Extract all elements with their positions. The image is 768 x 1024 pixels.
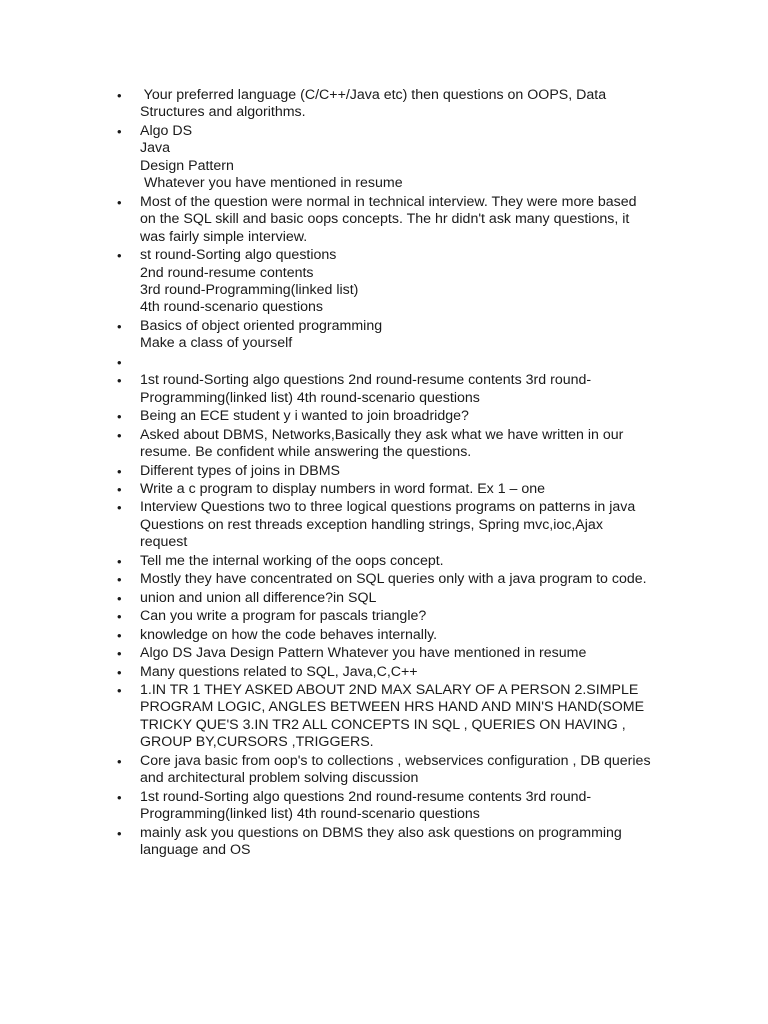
list-item-text-line: Algo DS Java Design Pattern Whatever you have mentioned in resume	[140, 645, 587, 662]
bullet-icon: •	[117, 825, 122, 841]
list-item-text-line: request	[140, 534, 188, 551]
bullet-icon: •	[117, 354, 122, 370]
list-item-text-line: on the SQL skill and basic oops concepts. The hr didn't ask many questions, it	[140, 211, 630, 228]
list-item-text-line: 1st round-Sorting algo questions 2nd round-resume contents 3rd round-	[140, 788, 592, 805]
bullet-icon: •	[117, 194, 122, 210]
list-item-text-line: Structures and algorithms.	[140, 104, 306, 121]
list-item-text-line: Questions on rest threads exception handling strings, Spring mvc,ioc,Ajax	[140, 516, 603, 533]
list-item-text-line: Many questions related to SQL, Java,C,C++	[140, 663, 418, 680]
list-item	[117, 354, 697, 371]
list-item-text-line: mainly ask you questions on DBMS they also ask questions on programming	[140, 824, 622, 841]
list-item-text-line: Tell me the internal working of the oops concept.	[140, 552, 444, 569]
bullet-icon: •	[117, 427, 122, 443]
bullet-icon: •	[117, 500, 122, 516]
list-item-text-line: and architectural problem solving discussion	[140, 770, 419, 787]
list-item-text-line: language and OS	[140, 842, 251, 859]
list-item-text-line: Most of the question were normal in technical interview. They were more based	[140, 193, 637, 210]
list-item	[117, 608, 697, 625]
bullet-icon: •	[117, 609, 122, 625]
bullet-icon: •	[117, 553, 122, 569]
bullet-icon: •	[117, 318, 122, 334]
list-item-text-line: Basics of object oriented programming	[140, 317, 383, 334]
list-item	[117, 645, 697, 662]
list-item-text-line: 2nd round-resume contents	[140, 264, 314, 281]
list-item	[117, 682, 697, 752]
list-item	[117, 481, 697, 498]
list-item-text-line: Asked about DBMS, Networks,Basically they ask what we have written in our	[140, 426, 624, 443]
list-item	[117, 463, 697, 480]
list-item	[117, 664, 697, 681]
list-item	[117, 789, 697, 824]
list-item-text-line: was fairly simple interview.	[140, 228, 308, 245]
bullet-icon: •	[117, 248, 122, 264]
list-item-text-line: Whatever you have mentioned in resume	[140, 175, 403, 192]
bullet-icon: •	[117, 463, 122, 479]
bullet-icon: •	[117, 789, 122, 805]
list-item	[117, 825, 697, 860]
list-item-text-line: union and union all difference?in SQL	[140, 589, 377, 606]
list-item-text-line	[140, 354, 697, 371]
list-item-text-line: Write a c program to display numbers in word format. Ex 1 – one	[140, 480, 546, 497]
list-item-text-line: knowledge on how the code behaves internally.	[140, 626, 438, 643]
list-item-text-line: TRICKY QUE'S 3.IN TR2 ALL CONCEPTS IN SQL , QUERIES ON HAVING ,	[140, 716, 626, 733]
list-item	[117, 627, 697, 644]
list-item-text-line: Make a class of yourself	[140, 335, 293, 352]
bullet-icon: •	[117, 753, 122, 769]
list-item	[117, 318, 697, 353]
bullet-icon: •	[117, 627, 122, 643]
bullet-icon: •	[117, 481, 122, 497]
list-item-text-line: 3rd round-Programming(linked list)	[140, 281, 359, 298]
bullet-icon: •	[117, 373, 122, 389]
list-item-text-line: Being an ECE student y i wanted to join broadridge?	[140, 408, 469, 425]
list-item	[117, 590, 697, 607]
list-item-text-line: 1.IN TR 1 THEY ASKED ABOUT 2ND MAX SALARY OF A PERSON 2.SIMPLE	[140, 681, 639, 698]
list-item	[117, 553, 697, 570]
list-item	[117, 499, 697, 551]
bullet-icon: •	[117, 572, 122, 588]
list-item-text-line: st round-Sorting algo questions	[140, 247, 337, 264]
list-item-text-line: GROUP BY,CURSORS ,TRIGGERS.	[140, 734, 374, 751]
list-item	[117, 87, 697, 122]
list-item-text-line: PROGRAM LOGIC, ANGLES BETWEEN HRS HAND AND MIN'S HAND(SOME	[140, 699, 645, 716]
list-item-text-line: 4th round-scenario questions	[140, 299, 323, 316]
list-item	[117, 123, 697, 193]
list-item-text-line: Core java basic from oop's to collections , webservices configuration , DB queries	[140, 752, 651, 769]
list-item	[117, 247, 697, 317]
list-item-text-line: resume. Be confident while answering the questions.	[140, 444, 472, 461]
bullet-icon: •	[117, 664, 122, 680]
list-item-text-line: Mostly they have concentrated on SQL queries only with a java program to code.	[140, 571, 647, 588]
list-item	[117, 753, 697, 788]
list-item-text-line: Different types of joins in DBMS	[140, 462, 341, 479]
list-item	[117, 408, 697, 425]
list-item-text-line: Programming(linked list) 4th round-scenario questions	[140, 806, 480, 823]
list-item	[117, 194, 697, 246]
question-bullet-list	[117, 87, 697, 860]
list-item-text-line: Programming(linked list) 4th round-scenario questions	[140, 389, 480, 406]
list-item-text-line: 1st round-Sorting algo questions 2nd round-resume contents 3rd round-	[140, 372, 592, 389]
list-item	[117, 427, 697, 462]
list-item-text-line: Interview Questions two to three logical questions programs on patterns in java	[140, 499, 636, 516]
list-item-text-line: Can you write a program for pascals triangle?	[140, 608, 427, 625]
bullet-icon: •	[117, 88, 122, 103]
list-item	[117, 571, 697, 588]
list-item-text-line: Your preferred language (C/C++/Java etc) then questions on OOPS, Data	[140, 87, 607, 103]
bullet-icon: •	[117, 123, 122, 139]
bullet-icon: •	[117, 646, 122, 662]
bullet-icon: •	[117, 590, 122, 606]
bullet-icon: •	[117, 682, 122, 698]
bullet-icon: •	[117, 409, 122, 425]
list-item	[117, 372, 697, 407]
list-item-text-line: Design Pattern	[140, 157, 234, 174]
list-item-text-line: Java	[140, 140, 170, 157]
list-item-text-line: Algo DS	[140, 122, 193, 139]
